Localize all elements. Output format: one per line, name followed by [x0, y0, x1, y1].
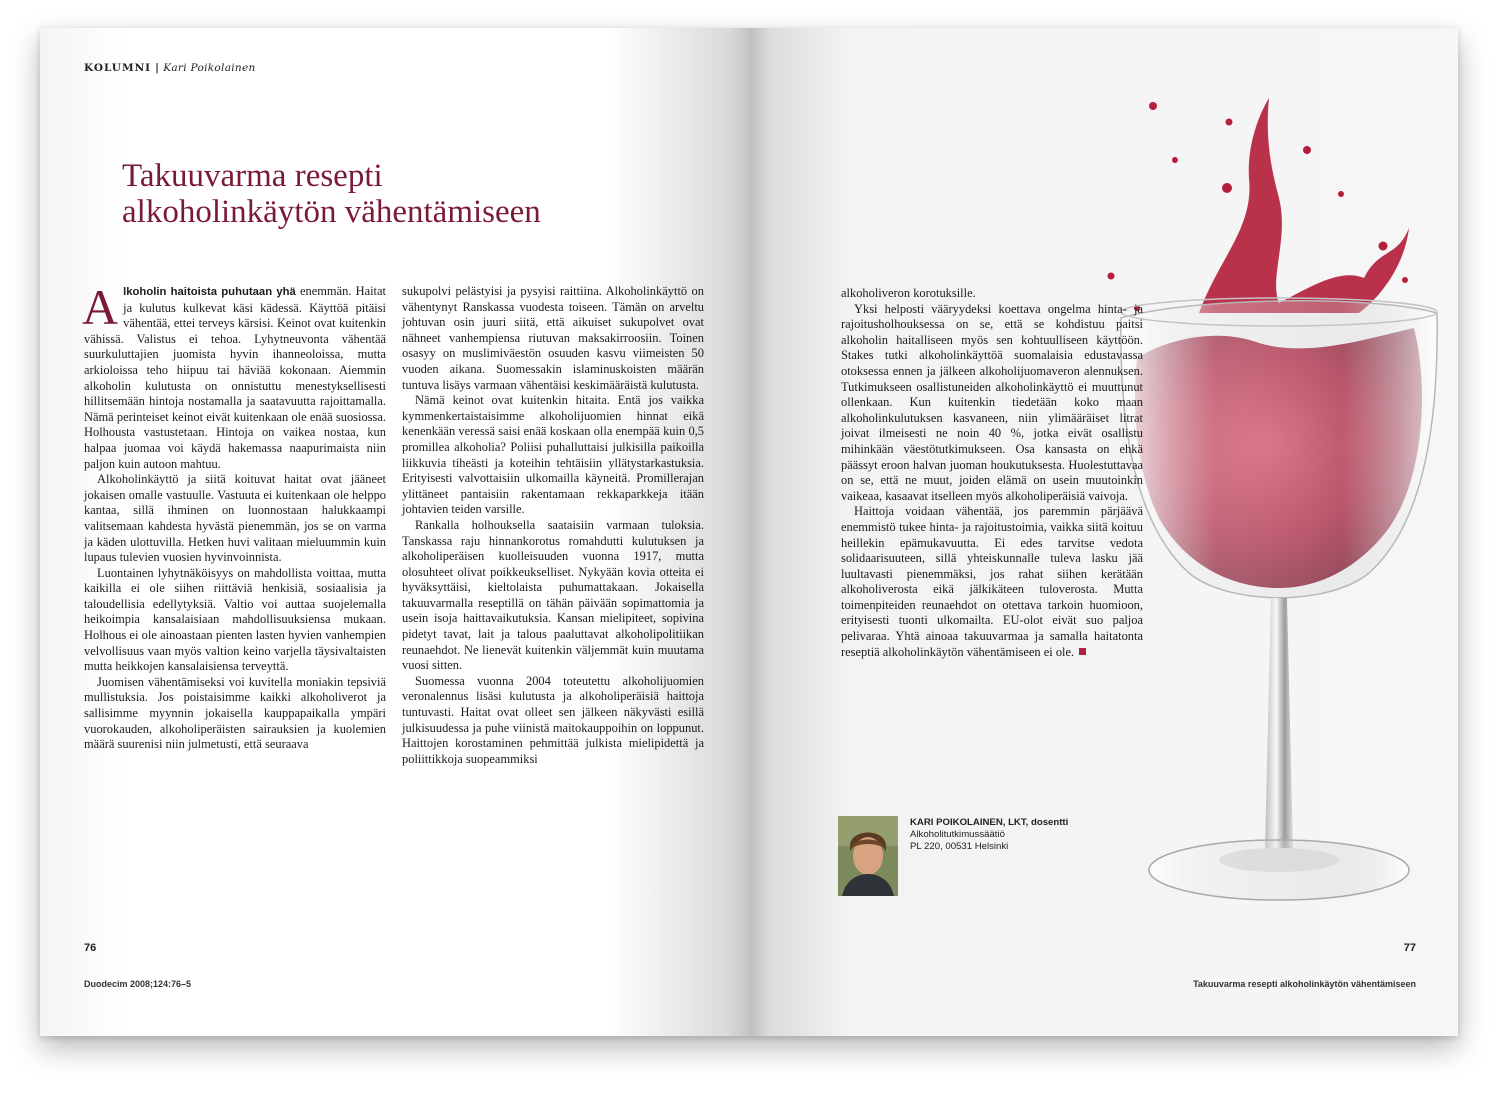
text-column-1: [82, 279, 386, 753]
author-box: [838, 816, 1148, 896]
paragraph: Alkoholinkäyttö ja siitä koituvat haitat ovat jääneet jokaisen omalle vastuulle. Vastuuta ei kuitenkaan ole helppo kantaa, sillä ihminen on luonnostaan halukkaampi valitsemaan kahdesta hyvästä pienemmän, jos se on varma ja käden ulottuvilla. Hetken huvi valitaan mieluummin kuin lupaus tulevien vuosien hyvinvoinnista.: [84, 472, 386, 565]
paragraph: Nämä keinot ovat kuitenkin hitaita. Entä jos vaikka kymmenkertaistaisimme alkoholijuomien hinnat eikä kenenkään veressä saisi enää koskaan olla enempää kuin 0,5 promillea alkoholia? Poliisi puhalluttaisi julkisilla paikoilla liikkuvia tiheästi ja koteihin tehtäisiin yllätystarkastuksia. Erityisesti valvottaisiin ulkomailla käyneitä. Promillerajan ylittäneet pantaisiin rakentamaan rekkaparkkeja itään johtavien teiden varsille.: [402, 393, 704, 517]
wine-droplet: [1108, 273, 1115, 280]
right-page: [749, 28, 1458, 1036]
author-address: PL 220, 00531 Helsinki: [910, 841, 1009, 852]
journal-citation: Duodecim 2008;124:76–5: [84, 979, 192, 989]
author-info: [910, 817, 1068, 853]
text-column-3: [841, 286, 1143, 660]
title-line-2: alkoholinkäytön vähentämiseen: [122, 194, 541, 230]
paragraph: [82, 279, 386, 472]
glass-stem: [1265, 598, 1293, 848]
section-label: KOLUMNI: [84, 62, 152, 74]
wine-droplet: [1402, 277, 1408, 283]
paragraph-text: enemmän. Haitat ja kulutus kulkevat käsi kädessä. Käyttöä pitäisi vähentää, ettei terveys kärsisi. Keinot ovat kuitenkin vähissä. Valistus ei tehoa. Lyhytneuvonta vähentää suurkuluttajien juomista hyvin ihanneoloissa, mutta arkioloissa teho hiipuu tai häviää kokonaan. Aiemmin alkoholin kulutusta on onnistuttu menestyksellisesti hillitsemään hintoja nostamalla ja saatavuutta rajoittamalla. Nämä perinteiset keinot eivät kuitenkaan ole enää suosiossa. Holhousta vastustetaan. Hintoja on vaikea nostaa, kun halpaa juomaa voi käydä hakemassa naapurimaista niin paljon kuin autoon mahtuu.: [84, 284, 386, 471]
wine-droplet: [1222, 183, 1232, 193]
title-line-1: Takuuvarma resepti: [122, 158, 383, 194]
wine-droplet: [1172, 157, 1178, 163]
paragraph: Yksi helposti vääryydeksi koettava ongelma hinta- ja rajoitusholhouksessa on se, että se kohdistuu paitsi alkoholin haitalliseen myös sen kohtuulliseen käyttöön. Stakes tutki alkoholinkäyttöä suomalaisia edustavassa otoksessa ennen ja jälkeen alkoholijuomaveron alennuksen. Tutkimukseen osallistuneiden alkoholinkäyttö ei muuttunut ollenkaan. Kun kuitenkin tiedetään koko maan alkoholinkulutuksen kasvaneen, niin ylimääräiset litrat joivat ilmeisesti ne noin 40 %, jotka eivät osallistu mihinkään väestötutkimukseen. Osa kansasta on ehkä päässyt eroon halvan juoman houkutuksesta. Huolestuttavaa on se, että ne muut, joiden elämä on usein muutoinkin vaikeaa, kasaavat itselleen myös alkoholiperäisiä vaivoja.: [841, 301, 1143, 503]
drop-cap: A: [82, 279, 119, 335]
header-author: Kari Poikolainen: [163, 62, 256, 74]
article-title: [122, 158, 682, 230]
text-column-2: [402, 284, 704, 767]
end-mark-icon: [1079, 648, 1086, 655]
running-title-footer: Takuuvarma resepti alkoholinkäytön vähentämiseen: [1193, 979, 1416, 989]
portrait-icon: [838, 816, 898, 896]
paragraph: [841, 504, 1143, 660]
lead-in: lkoholin haitoista puhutaan yhä: [123, 286, 296, 298]
page-number-left: 76: [84, 942, 97, 954]
author-photo: [838, 816, 898, 896]
paragraph: Luontainen lyhytnäköisyys on mahdollista voittaa, mutta kaikilla ei ole siihen riittäviä henkisiä, sosiaalisia ja taloudellisia edellytyksiä. Valtio voi auttaa suojelemalla heikoimpia kansalaisiaan mahdollisuuksiensa mukaan. Holhous ei ole ainoastaan pienten lasten hyvien vanhempien velvollisuus vaan myös valtion keino varjella täysivaltaisten mutta heikkojen kansalaisiensa terveyttä.: [84, 565, 386, 674]
wine-droplet: [1379, 242, 1388, 251]
paragraph: Juomisen vähentämiseksi voi kuvitella moniakin tepsiviä mullistuksia. Jos poistaisimme kaikki alkoholiverot ja sallisimme myynnin jokaisella kauppapaikalla ympäri vuorokauden, alkoholiperäisten sairauksien ja kuolemien määrä suurenisi niin julmetusti, että seuraava: [84, 674, 386, 752]
header-separator: |: [155, 62, 160, 74]
author-organization: Alkoholitutkimussäätiö: [910, 829, 1005, 840]
wine-splash: [1199, 98, 1409, 313]
wine-droplet: [1149, 102, 1157, 110]
paragraph: sukupolvi pelästyisi ja pysyisi raittiina. Alkoholinkäyttö on vähentynyt Ranskassa vuodesta toiseen. Tämän on arveltu johtuvan osin juuri siitä, että aikuiset sukupolvet ovat nähneet vanhempiensa riutuvan maksakirroosiin. Toinen osasyy on muslimiväestön osuuden kasvu viimeisten 50 vuoden aikana. Suomessakin islaminuskoisten määrän tuntuva lisäys varmaan vähentäisi keskimääräistä kulutusta.: [402, 284, 704, 392]
running-head: [84, 62, 256, 74]
author-name: KARI POIKOLAINEN, LKT, dosentti: [910, 817, 1069, 828]
paragraph: Rankalla holhouksella saataisiin varmaan tuloksia. Tanskassa raju hinnankorotus romahdutti kulutuksen ja alkoholiperäisen kuolleisuuden vuonna 1917, mutta olosuhteet olivat poikkeukselliset. Nykyään kovia otteita ei hyväksyttäisi, kieltolaista puhumattakaan. Jokaisella takuuvarmalla reseptillä on tähän päivään sopimattomia ja usein isoja haittavaikutuksia. Kansan mielipiteet, sopivina pidetyt tavat, lait ja talous paaluttavat alkoholipolitiikan reunaehdot. Ne lienevät kuitenkin väljemmät kuin muutama vuosi sitten.: [402, 517, 704, 673]
paragraph-text: Haittoja voidaan vähentää, jos paremmin pärjäävä enemmistö tukee hinta- ja rajoitustoimia, vaikka siitä koituu heillekin epämukavuutta. Ei edes tarvitse vedota solidaarisuuteen, sillä yhteiskunnalle tuleva lasku jää luultavasti pienemmäksi, jos rahat siihen kerätään alkoholiverosta eikä jälkikäteen tuloverosta. Mutta toimenpiteiden reunaehdot on otettava tarkoin huomioon, erityisesti tuonti ulkomailta. EU-olot eivät suo paljoa pelivaraa. Yhtä ainoaa takuuvarmaa ja samalla haitatonta reseptiä alkoholinkäytön vähentämiseen ei ole.: [841, 504, 1143, 659]
wine-droplet: [1303, 146, 1311, 154]
paragraph: alkoholiveron korotuksille.: [841, 286, 976, 300]
glass-bowl: [1121, 301, 1437, 598]
magazine-spread: [40, 28, 1458, 1036]
left-page: [40, 28, 749, 1036]
wine-droplet: [1338, 191, 1344, 197]
wine-droplet: [1226, 119, 1233, 126]
page-number-right: 77: [1403, 942, 1416, 954]
paragraph: Suomessa vuonna 2004 toteutettu alkoholijuomien veronalennus lisäsi kulutusta ja alkoholiperäisiä haittoja tuntuvasti. Haitat ovat olleet sen jälkeen näkyvästi esillä julkisuudessa ja puhe viinistä maitokauppoihin on loppunut. Haittojen korostaminen pehmittää julkista mielipidettä ja poliittikkoja suopeammiksi: [402, 673, 704, 766]
